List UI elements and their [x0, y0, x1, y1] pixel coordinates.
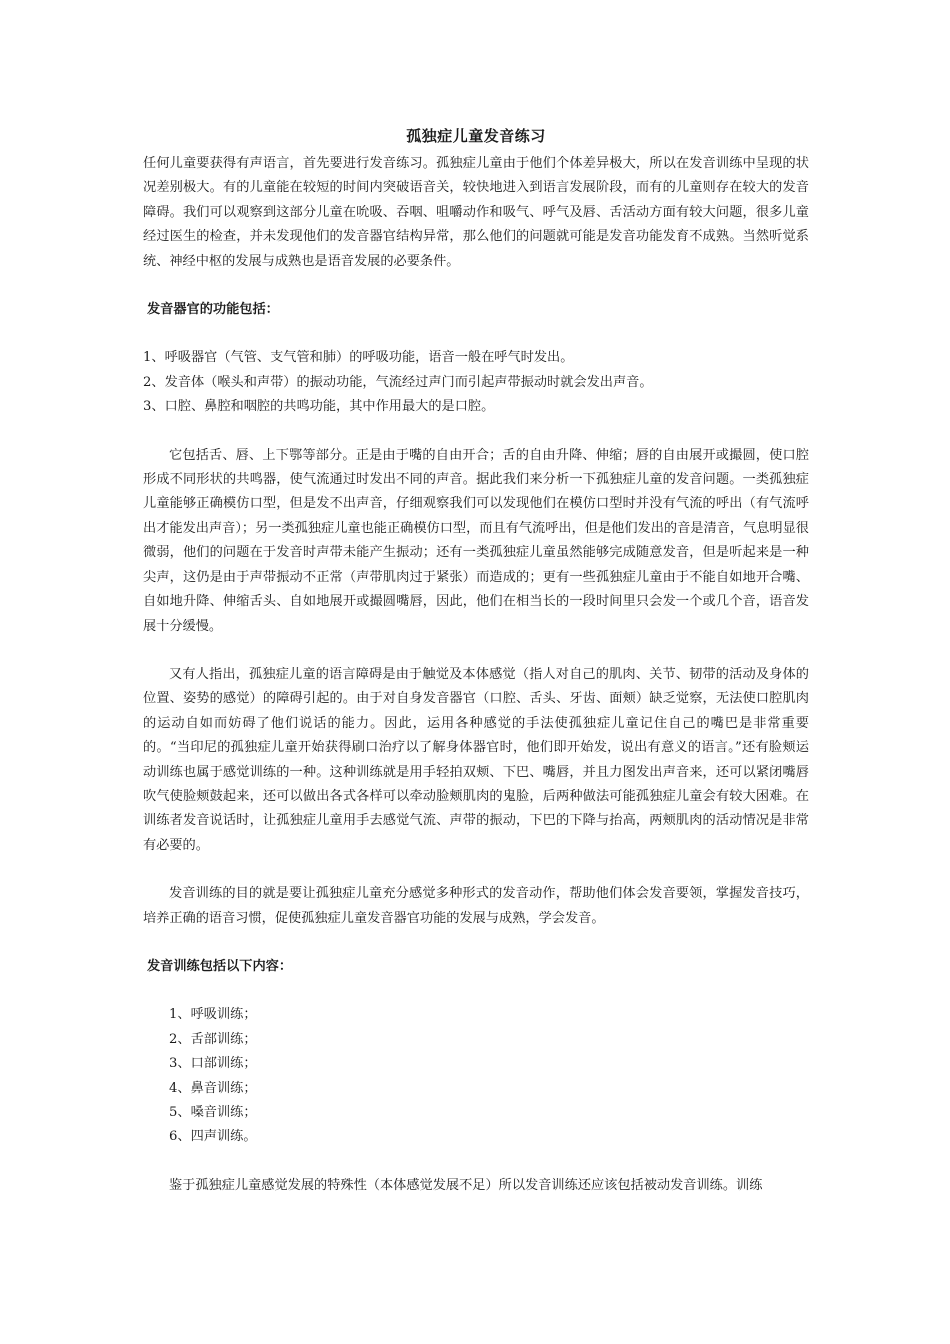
section-heading-functions: 发音器官的功能包括： [147, 302, 279, 318]
training-list [143, 1003, 809, 1149]
spacer [143, 979, 809, 1003]
spacer [143, 858, 809, 882]
section-heading-training: 发音训练包括以下内容： [147, 958, 293, 974]
spacer [143, 1150, 809, 1174]
list-item: 2、舌部训练； [169, 1031, 257, 1047]
list-item: 3、口腔、鼻腔和咽腔的共鸣功能，其中作用最大的是口腔。 [143, 399, 495, 415]
spacer [143, 931, 809, 955]
list-item: 1、呼吸训练； [169, 1007, 257, 1023]
list-item: 5、嗓音训练； [169, 1105, 257, 1120]
spacer [143, 322, 809, 346]
list-item: 4、鼻音训练； [169, 1080, 257, 1096]
body-paragraph: 又有人指出，孤独症儿童的语言障碍是由于触觉及本体感觉（指人对自己的肌肉、关节、韧带的活动及身体的位置、姿势的感觉）的障碍引起的。由于对自身发音器官（口腔、舌头、牙齿、面颊）缺乏觉察，无法使口腔肌肉的运动自如而妨碍了他们说话的能力。因此，运用各种感觉的手法使孤独症儿童记住自己的嘴巴是非常重要的。“当印尼的孤独症儿童开始获得刷口治疗以了解身体器官时，他们即开始发，说出有意义的语言。”还有脸颊运动训练也属于感觉训练的一种。这种训练就是用手轻拍双颊、下巴、嘴唇，并且力图发出声音来，还可以紧闭嘴唇吹气使脸颊鼓起来，还可以做出各式各样可以牵动脸颊肌肉的鬼脸，后两种做法可能孤独症儿童会有较大困难。在训练者发音说话时，让孤独症儿童用手去感觉气流、声带的振动，下巴的下降与抬高，两颊肌肉的活动情况是非常有必要的。 [143, 666, 809, 853]
functions-list [143, 346, 809, 419]
spacer [143, 420, 809, 444]
list-item: 2、发音体（喉头和声带）的振动功能，气流经过声门而引起声带振动时就会发出声音。 [143, 374, 653, 390]
body-paragraph: 发音训练的目的就是要让孤独症儿童充分感觉多种形式的发音动作，帮助他们体会发音要领，掌握发音技巧，培养正确的语音习惯，促使孤独症儿童发音器官功能的发展与成熟，学会发音。 [143, 886, 809, 926]
intro-paragraph: 任何儿童要获得有声语言，首先要进行发音练习。孤独症儿童由于他们个体差异极大，所以在发音训练中呈现的状况差别极大。有的儿童能在较短的时间内突破语音关，较快地进入到语言发展阶段，而有的儿童则存在较大的发音障碍。我们可以观察到这部分儿童在吮吸、吞咽、咀嚼动作和吸气、呼气及唇、舌活动方面有较大问题，很多儿童经过医生的检查，并未发现他们的发音器官结构异常，那么他们的问题就可能是发音功能发育不成熟。当然听觉系统、神经中枢的发展与成熟也是语音发展的必要条件。 [143, 156, 809, 269]
body-paragraph: 鉴于孤独症儿童感觉发展的特殊性（本体感觉发展不足）所以发音训练还应该包括被动发音训练。训练 [169, 1177, 763, 1193]
list-item: 6、四声训练。 [169, 1129, 257, 1145]
body-paragraph: 它包括舌、唇、上下鄂等部分。正是由于嘴的自由开合；舌的自由升降、伸缩；唇的自由展开或撮圆，使口腔形成不同形状的共鸣器，使气流通过时发出不同的声音。据此我们来分析一下孤独症儿童的发音问题。一类孤独症儿童能够正确模仿口型，但是发不出声音，仔细观察我们可以发现他们在模仿口型时并没有气流的呼出（有气流呼出才能发出声音）；另一类孤独症儿童也能正确模仿口型，而且有气流呼出，但是他们发出的音是清音，气息明显很微弱，他们的问题在于发音时声带未能产生振动；还有一类孤独症儿童虽然能够完成随意发音，但是听起来是一种尖声，这仍是由于声带振动不正常（声带肌肉过于紧张）而造成的；更有一些孤独症儿童由于不能自如地开合嘴、自如地升降、伸缩舌头、自如地展开或撮圆嘴唇，因此，他们在相当长的一段时间里只会发一个或几个音，语音发展十分缓慢。 [143, 447, 809, 634]
document-title: 孤独症儿童发音练习 [406, 127, 546, 145]
document-page [143, 124, 809, 1198]
spacer [143, 639, 809, 663]
spacer [143, 274, 809, 298]
list-item: 3、口部训练； [169, 1056, 257, 1072]
list-item: 1、呼吸器官（气管、支气管和肺）的呼吸功能，语音一般在呼气时发出。 [143, 350, 574, 366]
